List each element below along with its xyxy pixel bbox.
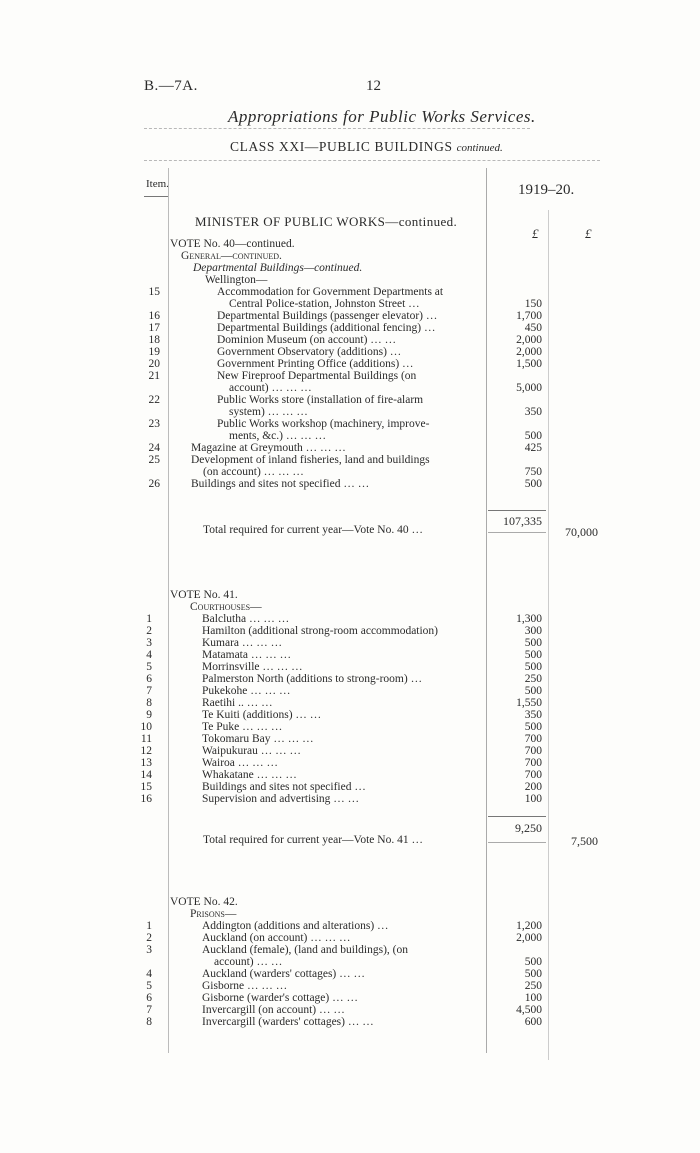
item-number: 17 xyxy=(148,322,160,334)
item-description: Departmental Buildings (additional fencing) … xyxy=(217,322,436,334)
item-number: 6 xyxy=(146,673,152,685)
item-number: 7 xyxy=(146,685,152,697)
item-amount: 500 xyxy=(524,430,542,442)
item-description: Morrinsville … … … xyxy=(202,661,303,673)
item-number: 7 xyxy=(146,1004,152,1016)
item-number: 26 xyxy=(148,478,160,490)
item-amount: 250 xyxy=(524,980,542,992)
item-amount: 500 xyxy=(524,649,542,661)
item-description: New Fireproof Departmental Buildings (on xyxy=(217,370,417,382)
item-description: Te Kuiti (additions) … … xyxy=(202,709,322,721)
item-description: Te Puke … … … xyxy=(202,721,283,733)
item-description: Pukekohe … … … xyxy=(202,685,291,697)
pound-sign-total: £ xyxy=(585,226,592,241)
item-description: Kumara … … … xyxy=(202,637,283,649)
item-amount: 700 xyxy=(524,757,542,769)
item-column-header: Item. xyxy=(146,178,169,190)
item-description: account) … … … xyxy=(229,382,312,394)
item-number: 23 xyxy=(148,418,160,430)
item-amount: 1,300 xyxy=(516,613,542,625)
item-amount: 500 xyxy=(524,968,542,980)
class-continued: continued. xyxy=(456,142,503,154)
item-number: 12 xyxy=(140,745,152,757)
item-description: Public Works store (installation of fire-alarm xyxy=(217,394,424,406)
item-description: Departmental Buildings (passenger elevator) … xyxy=(217,310,438,322)
item-amount: 500 xyxy=(524,721,542,733)
item-description: Matamata … … … xyxy=(202,649,292,661)
item-description: Government Observatory (additions) … xyxy=(217,346,402,358)
vote41-total-label: Total required for current year—Vote No. 41 … xyxy=(203,834,423,846)
class-label: CLASS XXI—PUBLIC BUILDINGS xyxy=(230,139,453,154)
vote40-dept: Departmental Buildings—continued. xyxy=(193,262,363,274)
item-number: 2 xyxy=(146,625,152,637)
item-number: 9 xyxy=(146,709,152,721)
vote40-subtotal: 107,335 xyxy=(503,514,542,528)
item-number: 5 xyxy=(146,661,152,673)
vote42-group: Prisons— xyxy=(190,908,237,920)
vote41-group: Courthouses— xyxy=(190,601,262,613)
item-amount: 1,700 xyxy=(516,310,542,322)
item-description: Supervision and advertising … … xyxy=(202,793,360,805)
item-description: Invercargill (on account) … … xyxy=(202,1004,345,1016)
item-number: 5 xyxy=(146,980,152,992)
item-description: Hamilton (additional strong-room accommodation) xyxy=(202,625,439,637)
item-column-line xyxy=(168,168,169,1053)
item-number: 18 xyxy=(148,334,160,346)
item-description: Wairoa … … … xyxy=(202,757,279,769)
vote42-heading: VOTE No. 42. xyxy=(170,896,238,908)
vote40-general: General—continued. xyxy=(181,250,282,262)
item-amount: 100 xyxy=(524,793,542,805)
item-description: Raetihi .. … … xyxy=(202,697,273,709)
item-amount: 450 xyxy=(524,322,542,334)
item-amount: 600 xyxy=(524,1016,542,1028)
total-column-line xyxy=(548,210,549,1060)
class-heading xyxy=(230,139,503,155)
item-amount: 425 xyxy=(524,442,542,454)
item-amount: 700 xyxy=(524,745,542,757)
item-header-rule xyxy=(144,196,168,197)
item-number: 16 xyxy=(140,793,152,805)
item-number: 21 xyxy=(148,370,160,382)
item-number: 1 xyxy=(146,613,152,625)
item-description: Development of inland fisheries, land and buildings xyxy=(191,454,430,466)
item-amount: 350 xyxy=(524,406,542,418)
vote41-total: 7,500 xyxy=(571,834,598,848)
item-description: Gisborne … … … xyxy=(202,980,288,992)
year-column-header: 1919–20. xyxy=(518,182,575,198)
item-description: ments, &c.) … … … xyxy=(229,430,327,442)
item-number: 4 xyxy=(146,649,152,661)
item-number: 13 xyxy=(140,757,152,769)
item-amount: 750 xyxy=(524,466,542,478)
item-amount: 1,500 xyxy=(516,358,542,370)
item-amount: 2,000 xyxy=(516,334,542,346)
item-description: Auckland (on account) … … … xyxy=(202,932,351,944)
class-rule xyxy=(144,160,600,161)
amount-column-line xyxy=(486,168,487,1053)
vote40-total: 70,000 xyxy=(565,525,598,539)
item-amount: 350 xyxy=(524,709,542,721)
item-number: 16 xyxy=(148,310,160,322)
item-number: 15 xyxy=(148,286,160,298)
item-description: Tokomaru Bay … … … xyxy=(202,733,314,745)
vote40-subtotal-rule xyxy=(488,510,546,511)
item-amount: 5,000 xyxy=(516,382,542,394)
item-description: Auckland (female), (land and buildings), (on xyxy=(202,944,408,956)
item-number: 3 xyxy=(146,637,152,649)
item-description: system) … … … xyxy=(229,406,308,418)
item-number: 6 xyxy=(146,992,152,1004)
item-amount: 2,000 xyxy=(516,346,542,358)
vote41-subtotal: 9,250 xyxy=(515,821,542,835)
page-number: 12 xyxy=(366,78,381,94)
item-amount: 700 xyxy=(524,769,542,781)
item-amount: 200 xyxy=(524,781,542,793)
item-amount: 500 xyxy=(524,478,542,490)
item-amount: 100 xyxy=(524,992,542,1004)
item-amount: 500 xyxy=(524,956,542,968)
item-amount: 1,200 xyxy=(516,920,542,932)
vote40-total-label: Total required for current year—Vote No. 40 … xyxy=(203,524,423,536)
item-number: 8 xyxy=(146,1016,152,1028)
item-number: 20 xyxy=(148,358,160,370)
item-description: Auckland (warders' cottages) … … xyxy=(202,968,366,980)
item-number: 4 xyxy=(146,968,152,980)
item-amount: 250 xyxy=(524,673,542,685)
item-number: 15 xyxy=(140,781,152,793)
item-number: 10 xyxy=(140,721,152,733)
item-amount: 1,550 xyxy=(516,697,542,709)
item-number: 19 xyxy=(148,346,160,358)
item-description: Central Police-station, Johnston Street … xyxy=(229,298,420,310)
pound-sign-amount: £ xyxy=(532,226,539,241)
item-description: Government Printing Office (additions) … xyxy=(217,358,414,370)
vote40-heading-text: VOTE No. 40—continued. xyxy=(170,238,295,250)
item-amount: 500 xyxy=(524,637,542,649)
item-number: 1 xyxy=(146,920,152,932)
item-description: account) … … xyxy=(214,956,283,968)
item-amount: 2,000 xyxy=(516,932,542,944)
item-description: (on account) … … … xyxy=(203,466,304,478)
item-number: 11 xyxy=(140,733,152,745)
item-description: Public Works workshop (machinery, improve- xyxy=(217,418,430,430)
title-rule xyxy=(144,128,530,129)
item-amount: 500 xyxy=(524,685,542,697)
report-code: B.—7A. xyxy=(144,78,198,94)
item-description: Waipukurau … … … xyxy=(202,745,302,757)
item-amount: 150 xyxy=(524,298,542,310)
vote40-heading xyxy=(170,238,295,250)
item-description: Invercargill (warders' cottages) … … xyxy=(202,1016,374,1028)
item-description: Addington (additions and alterations) … xyxy=(202,920,389,932)
item-number: 22 xyxy=(148,394,160,406)
item-description: Balclutha … … … xyxy=(202,613,290,625)
item-number: 25 xyxy=(148,454,160,466)
item-amount: 4,500 xyxy=(516,1004,542,1016)
item-description: Whakatane … … … xyxy=(202,769,297,781)
item-number: 3 xyxy=(146,944,152,956)
item-number: 24 xyxy=(148,442,160,454)
item-description: Magazine at Greymouth … … … xyxy=(191,442,346,454)
page-title: Appropriations for Public Works Services. xyxy=(228,107,536,126)
vote41-subtotal-rule xyxy=(488,816,546,817)
item-number: 14 xyxy=(140,769,152,781)
item-description: Buildings and sites not specified … xyxy=(202,781,366,793)
item-description: Dominion Museum (on account) … … xyxy=(217,334,397,346)
item-description: Buildings and sites not specified … … xyxy=(191,478,370,490)
item-description: Accommodation for Government Departments at xyxy=(217,286,444,298)
item-amount: 300 xyxy=(524,625,542,637)
item-number: 2 xyxy=(146,932,152,944)
vote40-wellington: Wellington— xyxy=(205,274,268,286)
vote41-heading: VOTE No. 41. xyxy=(170,589,238,601)
minister-heading: MINISTER OF PUBLIC WORKS—continued. xyxy=(195,214,458,229)
item-amount: 500 xyxy=(524,661,542,673)
item-amount: 700 xyxy=(524,733,542,745)
item-description: Palmerston North (additions to strong-room) … xyxy=(202,673,423,685)
item-number: 8 xyxy=(146,697,152,709)
item-description: Gisborne (warder's cottage) … … xyxy=(202,992,358,1004)
